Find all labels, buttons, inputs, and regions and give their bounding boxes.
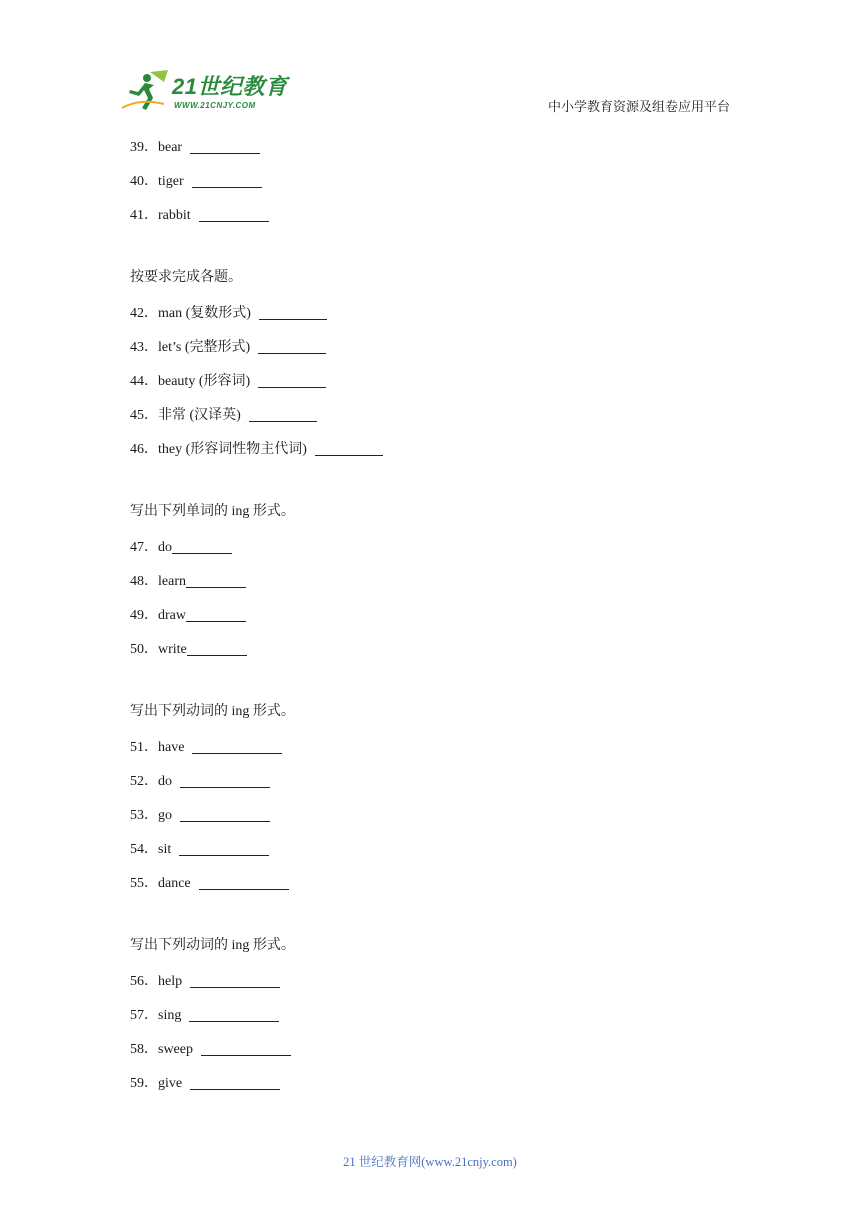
item-number: 52． — [130, 774, 158, 789]
item-prompt: have — [158, 740, 185, 755]
exercise-item — [130, 603, 750, 637]
exercise-item — [130, 369, 750, 403]
logo-text: 21世纪教育 — [172, 74, 288, 99]
section-heading: 写出下列动词的 ing 形式。 — [130, 938, 295, 953]
exercise-item — [130, 637, 750, 671]
page-header — [0, 0, 860, 120]
section-heading: 按要求完成各题。 — [130, 270, 242, 285]
item-prompt: help — [158, 974, 183, 989]
item-number: 40． — [130, 174, 158, 189]
answer-blank[interactable] — [172, 537, 232, 554]
section-gap — [130, 471, 750, 499]
item-number: 47． — [130, 540, 158, 555]
answer-blank[interactable] — [186, 571, 246, 588]
exercise-item — [130, 871, 750, 905]
item-prompt: go — [158, 808, 172, 823]
answer-blank[interactable] — [189, 1005, 279, 1022]
item-number: 44． — [130, 374, 158, 389]
answer-blank[interactable] — [190, 971, 280, 988]
exercise-item — [130, 1003, 750, 1037]
item-prompt: bear — [158, 140, 183, 155]
section-gap — [130, 905, 750, 933]
item-number: 41． — [130, 208, 158, 223]
exercise-item — [130, 735, 750, 769]
answer-blank[interactable] — [199, 205, 269, 222]
answer-blank[interactable] — [315, 439, 383, 456]
item-number: 45． — [130, 408, 158, 423]
item-number: 42． — [130, 306, 158, 321]
exercise-list — [130, 135, 750, 1105]
answer-blank[interactable] — [192, 737, 282, 754]
item-prompt: do — [158, 540, 172, 555]
item-prompt: 非常 (汉译英) — [158, 408, 241, 423]
item-prompt: do — [158, 774, 172, 789]
exercise-item — [130, 1037, 750, 1071]
exercise-item — [130, 169, 750, 203]
section-heading: 写出下列动词的 ing 形式。 — [130, 704, 295, 719]
exercise-item — [130, 403, 750, 437]
answer-blank[interactable] — [180, 805, 270, 822]
item-prompt: man (复数形式) — [158, 306, 251, 321]
item-prompt: beauty (形容词) — [158, 374, 251, 389]
item-number: 54． — [130, 842, 158, 857]
section-gap — [130, 671, 750, 699]
answer-blank[interactable] — [190, 1073, 280, 1090]
item-prompt: draw — [158, 608, 186, 623]
answer-blank[interactable] — [180, 771, 270, 788]
platform-title: 中小学教育资源及组卷应用平台 — [547, 99, 730, 114]
item-prompt: sit — [158, 842, 172, 857]
item-number: 56． — [130, 974, 158, 989]
answer-blank[interactable] — [201, 1039, 291, 1056]
item-prompt: tiger — [158, 174, 184, 189]
answer-blank[interactable] — [179, 839, 269, 856]
runner-logo-icon — [120, 68, 172, 116]
answer-blank[interactable] — [258, 337, 326, 354]
logo — [120, 68, 290, 116]
exercise-item — [130, 335, 750, 369]
item-number: 57． — [130, 1008, 158, 1023]
answer-blank[interactable] — [258, 371, 326, 388]
item-prompt: rabbit — [158, 208, 191, 223]
item-number: 51． — [130, 740, 158, 755]
section-gap — [130, 237, 750, 265]
exercise-item — [130, 769, 750, 803]
answer-blank[interactable] — [192, 171, 262, 188]
exercise-item — [130, 437, 750, 471]
item-prompt: let’s (完整形式) — [158, 340, 251, 355]
item-number: 43． — [130, 340, 158, 355]
item-number: 48． — [130, 574, 158, 589]
answer-blank[interactable] — [190, 137, 260, 154]
answer-blank[interactable] — [187, 639, 247, 656]
exercise-item — [130, 837, 750, 871]
exercise-item — [130, 203, 750, 237]
item-number: 49． — [130, 608, 158, 623]
exercise-item — [130, 569, 750, 603]
item-prompt: sing — [158, 1008, 182, 1023]
section-heading: 写出下列单词的 ing 形式。 — [130, 504, 295, 519]
item-prompt: they (形容词性物主代词) — [158, 442, 307, 457]
item-number: 50． — [130, 642, 158, 657]
item-number: 53． — [130, 808, 158, 823]
answer-blank[interactable] — [259, 303, 327, 320]
exercise-item — [130, 535, 750, 569]
answer-blank[interactable] — [186, 605, 246, 622]
item-number: 59． — [130, 1076, 158, 1091]
exercise-item — [130, 1071, 750, 1105]
item-number: 46． — [130, 442, 158, 457]
answer-blank[interactable] — [249, 405, 317, 422]
logo-url: WWW.21CNJY.COM — [174, 101, 256, 110]
item-number: 39． — [130, 140, 158, 155]
item-prompt: write — [158, 642, 187, 657]
exercise-item — [130, 301, 750, 335]
item-prompt: dance — [158, 876, 191, 891]
item-prompt: give — [158, 1076, 183, 1091]
item-prompt: sweep — [158, 1042, 193, 1057]
item-number: 55． — [130, 876, 158, 891]
answer-blank[interactable] — [199, 873, 289, 890]
exercise-item — [130, 803, 750, 837]
item-prompt: learn — [158, 574, 186, 589]
footer-text[interactable]: 21 世纪教育网(www.21cnjy.com) — [343, 1155, 517, 1169]
exercise-item — [130, 135, 750, 169]
exercise-item — [130, 969, 750, 1003]
item-number: 58． — [130, 1042, 158, 1057]
